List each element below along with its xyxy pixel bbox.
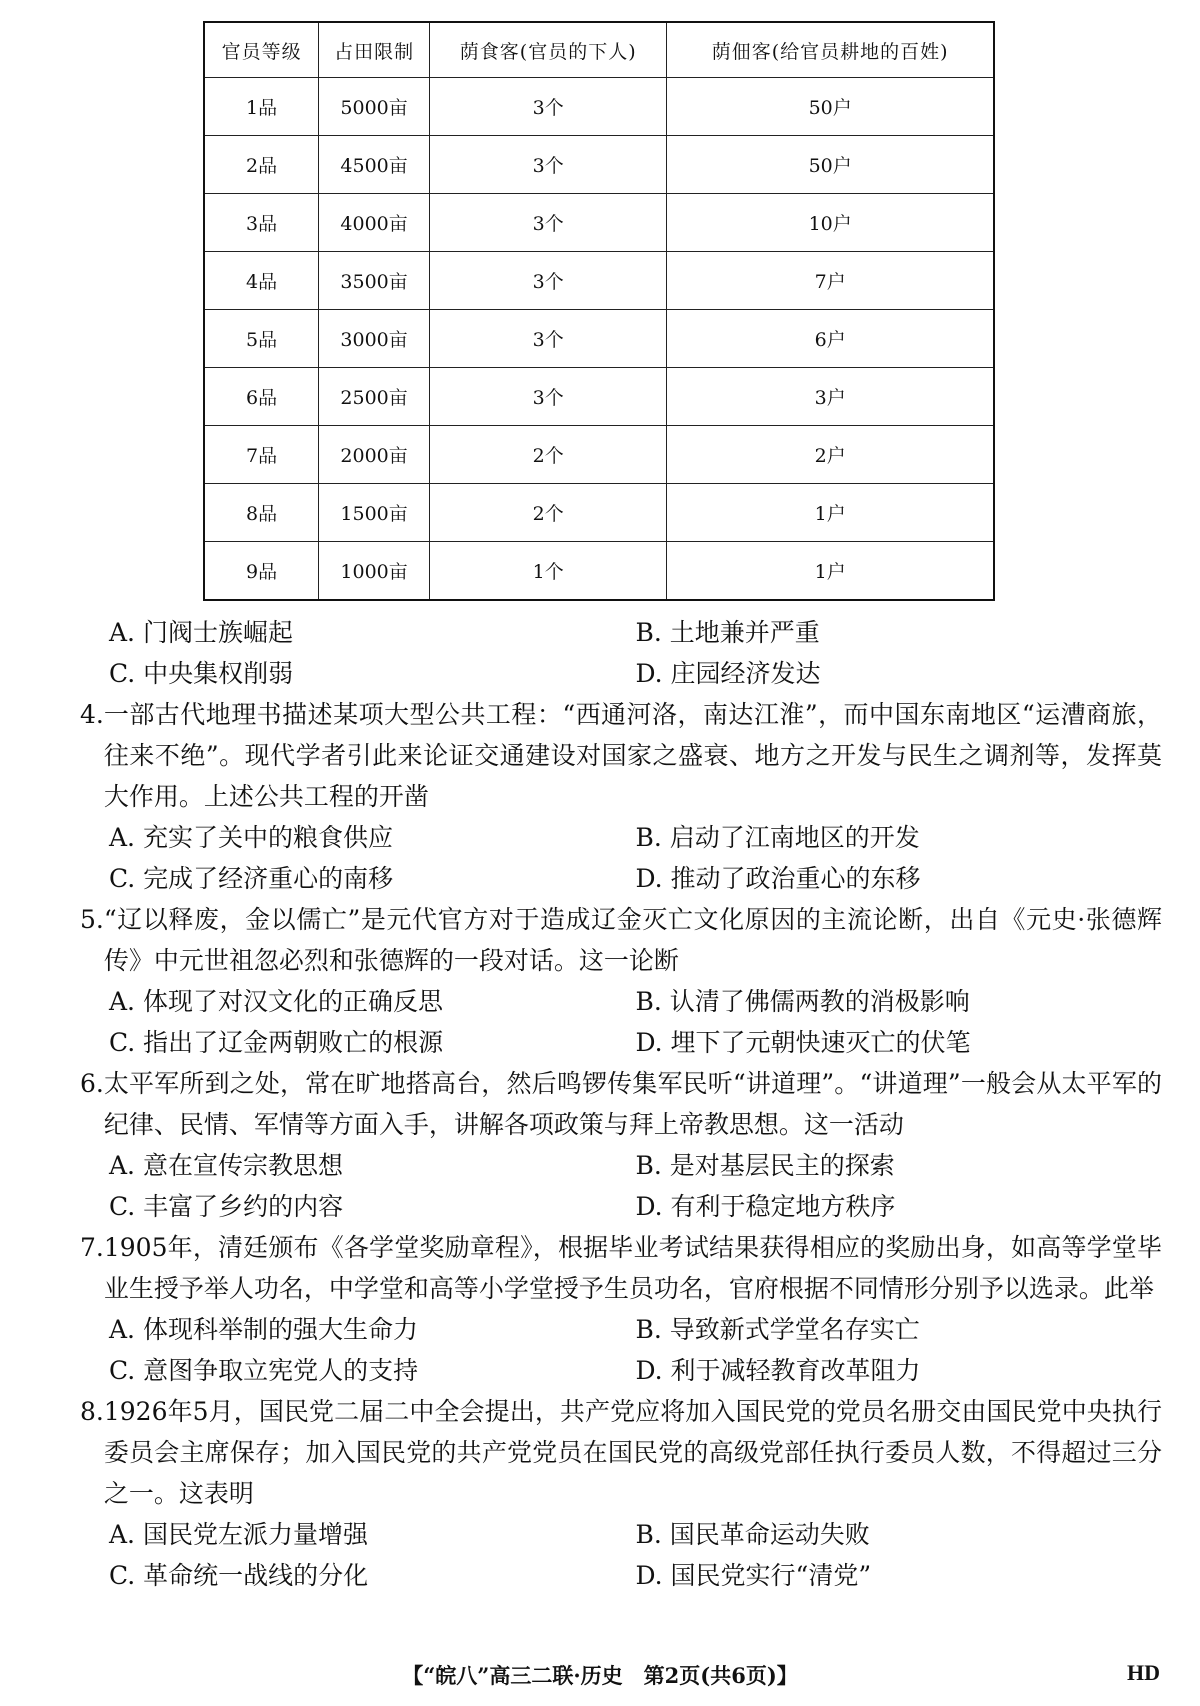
cell-land: 3000亩 xyxy=(319,310,430,368)
option-a: A. 体现了对汉文化的正确反思 xyxy=(109,987,443,1016)
cell-tenants: 50户 xyxy=(667,136,994,194)
question-number: 6. xyxy=(80,1069,104,1098)
question-stem: 太平军所到之处，常在旷地搭高台，然后鸣锣传集军民听“讲道理”。“讲道理”一般会从太平军的纪律、民情、军情等方面入手，讲解各项政策与拜上帝教思想。这一活动 xyxy=(103,1069,1162,1139)
option-d: D. 庄园经济发达 xyxy=(635,659,821,688)
cell-retainers: 3个 xyxy=(430,78,667,136)
option-d: D. 埋下了元朝快速灭亡的伏笔 xyxy=(635,1028,971,1057)
option-d: D. 推动了政治重心的东移 xyxy=(635,864,921,893)
option-b: B. 是对基层民主的探索 xyxy=(635,1151,895,1180)
option-d: D. 有利于稳定地方秩序 xyxy=(635,1192,896,1221)
cell-land: 2500亩 xyxy=(319,368,430,426)
question-8 xyxy=(80,1391,1162,1596)
cell-land: 1500亩 xyxy=(319,484,430,542)
footer-code: HD xyxy=(1127,1660,1160,1685)
option-a: A. 门阀士族崛起 xyxy=(109,618,293,647)
cell-retainers: 3个 xyxy=(430,310,667,368)
table-row xyxy=(204,426,994,484)
question-stem: “辽以释废，金以儒亡”是元代官方对于造成辽金灭亡文化原因的主流论断，出自《元史·张德辉传》中元世祖忽必烈和张德辉的一段对话。这一论断 xyxy=(103,905,1162,975)
option-b: B. 认清了佛儒两教的消极影响 xyxy=(635,987,970,1016)
cell-retainers: 3个 xyxy=(430,252,667,310)
option-c: C. 指出了辽金两朝败亡的根源 xyxy=(109,1028,444,1057)
header-land-limit: 占田限制 xyxy=(319,22,430,78)
table-header-row xyxy=(204,22,994,78)
cell-tenants: 2户 xyxy=(667,426,994,484)
cell-land: 3500亩 xyxy=(319,252,430,310)
option-c: C. 意图争取立宪党人的支持 xyxy=(109,1356,419,1385)
cell-retainers: 3个 xyxy=(430,194,667,252)
cell-tenants: 6户 xyxy=(667,310,994,368)
cell-rank: 3品 xyxy=(204,194,319,252)
table-row xyxy=(204,252,994,310)
cell-retainers: 2个 xyxy=(430,426,667,484)
cell-retainers: 2个 xyxy=(430,484,667,542)
cell-tenants: 1户 xyxy=(667,542,994,601)
cell-rank: 5品 xyxy=(204,310,319,368)
option-c: C. 完成了经济重心的南移 xyxy=(109,864,394,893)
option-b: B. 国民革命运动失败 xyxy=(635,1520,870,1549)
question-number: 8. xyxy=(80,1397,104,1426)
header-rank: 官员等级 xyxy=(204,22,319,78)
option-a: A. 充实了关中的粮食供应 xyxy=(109,823,393,852)
option-d: D. 利于减轻教育改革阻力 xyxy=(635,1356,921,1385)
cell-rank: 4品 xyxy=(204,252,319,310)
table-row xyxy=(204,136,994,194)
cell-retainers: 3个 xyxy=(430,368,667,426)
option-a: A. 体现科举制的强大生命力 xyxy=(109,1315,418,1344)
cell-tenants: 50户 xyxy=(667,78,994,136)
cell-rank: 1品 xyxy=(204,78,319,136)
page-footer xyxy=(0,1660,1200,1692)
cell-retainers: 3个 xyxy=(430,136,667,194)
question-5 xyxy=(80,899,1162,1063)
cell-tenants: 10户 xyxy=(667,194,994,252)
cell-retainers: 1个 xyxy=(430,542,667,601)
cell-land: 4000亩 xyxy=(319,194,430,252)
table-row xyxy=(204,542,994,601)
footer-title: 【“皖八”高三二联·历史 第2页(共6页)】 xyxy=(402,1663,798,1688)
question-number: 5. xyxy=(80,905,104,934)
table-row xyxy=(204,78,994,136)
option-b: B. 土地兼并严重 xyxy=(635,618,820,647)
question-3-options xyxy=(80,612,1162,694)
cell-land: 4500亩 xyxy=(319,136,430,194)
option-c: C. 中央集权削弱 xyxy=(109,659,294,688)
cell-rank: 6品 xyxy=(204,368,319,426)
official-land-table xyxy=(203,21,995,601)
table-row xyxy=(204,484,994,542)
question-6 xyxy=(80,1063,1162,1227)
cell-tenants: 7户 xyxy=(667,252,994,310)
question-number: 7. xyxy=(80,1233,104,1262)
option-d: D. 国民党实行“清党” xyxy=(635,1561,872,1590)
cell-rank: 8品 xyxy=(204,484,319,542)
cell-rank: 9品 xyxy=(204,542,319,601)
table-row xyxy=(204,194,994,252)
question-stem: 1926年5月，国民党二届二中全会提出，共产党应将加入国民党的党员名册交由国民党中央执行委员会主席保存；加入国民党的共产党党员在国民党的高级党部任执行委员人数，不得超过三分之一。这表明 xyxy=(103,1397,1162,1508)
cell-land: 2000亩 xyxy=(319,426,430,484)
cell-tenants: 3户 xyxy=(667,368,994,426)
question-stem: 1905年，清廷颁布《各学堂奖励章程》，根据毕业考试结果获得相应的奖励出身，如高等学堂毕业生授予举人功名，中学堂和高等小学堂授予生员功名，官府根据不同情形分别予以选录。此举 xyxy=(103,1233,1162,1303)
cell-tenants: 1户 xyxy=(667,484,994,542)
cell-land: 1000亩 xyxy=(319,542,430,601)
cell-land: 5000亩 xyxy=(319,78,430,136)
cell-rank: 7品 xyxy=(204,426,319,484)
option-a: A. 意在宣传宗教思想 xyxy=(109,1151,343,1180)
cell-rank: 2品 xyxy=(204,136,319,194)
option-b: B. 导致新式学堂名存实亡 xyxy=(635,1315,920,1344)
option-b: B. 启动了江南地区的开发 xyxy=(635,823,920,852)
option-c: C. 革命统一战线的分化 xyxy=(109,1561,369,1590)
option-a: A. 国民党左派力量增强 xyxy=(109,1520,368,1549)
question-7 xyxy=(80,1227,1162,1391)
header-food-retainers: 荫食客(官员的下人) xyxy=(430,22,667,78)
table-row xyxy=(204,368,994,426)
table-row xyxy=(204,310,994,368)
question-stem: 一部古代地理书描述某项大型公共工程：“西通河洛，南达江淮”，而中国东南地区“运漕商旅，往来不绝”。现代学者引此来论证交通建设对国家之盛衰、地方之开发与民生之调剂等，发挥莫大作用。上述公共工程的开凿 xyxy=(103,700,1162,811)
question-4 xyxy=(80,694,1162,899)
option-c: C. 丰富了乡约的内容 xyxy=(109,1192,344,1221)
header-tenant-households: 荫佃客(给官员耕地的百姓) xyxy=(667,22,994,78)
question-number: 4. xyxy=(80,700,104,729)
questions xyxy=(80,612,1162,1596)
